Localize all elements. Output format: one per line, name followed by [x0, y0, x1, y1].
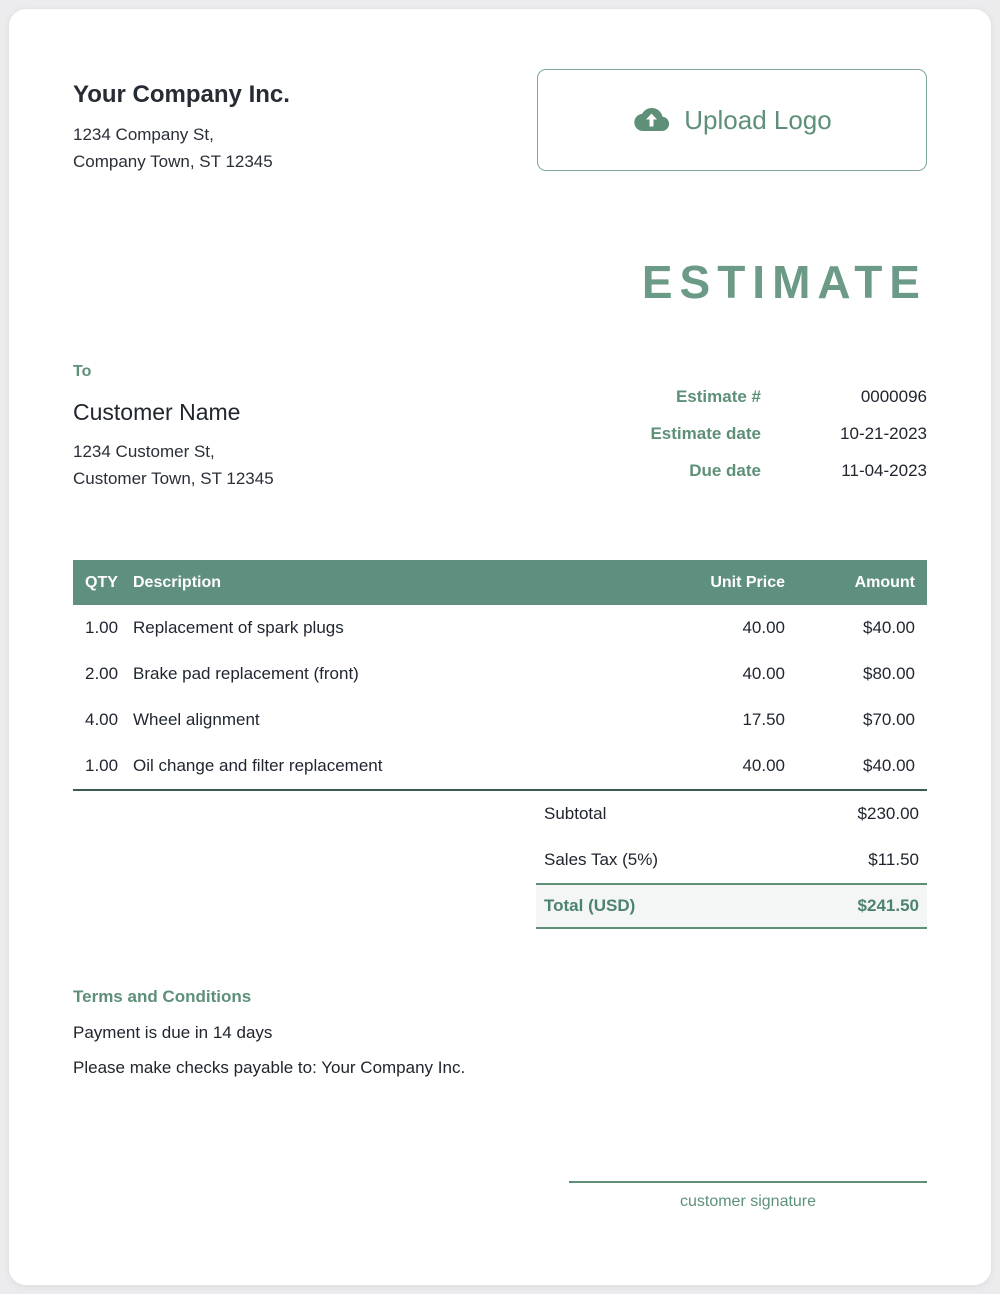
item-description: Wheel alignment	[133, 710, 260, 729]
cloud-upload-icon	[632, 105, 670, 135]
table-row	[73, 651, 927, 697]
due-date-label: Due date	[689, 461, 761, 480]
terms-heading: Terms and Conditions	[73, 987, 252, 1006]
item-amount: $80.00	[863, 664, 915, 683]
subtotal-row	[536, 791, 927, 837]
company-address	[73, 121, 290, 175]
table-row	[73, 697, 927, 743]
header-qty: QTY	[85, 573, 118, 591]
item-unit-price: 40.00	[742, 664, 785, 683]
header-description: Description	[133, 573, 222, 591]
item-unit-price: 40.00	[742, 618, 785, 637]
estimate-number-value: 0000096	[860, 387, 927, 406]
summary-section	[536, 791, 927, 929]
item-unit-price: 40.00	[742, 756, 785, 775]
item-description: Replacement of spark plugs	[133, 618, 344, 637]
items-table	[73, 560, 927, 791]
header-unit-price: Unit Price	[710, 573, 785, 591]
sales-tax-label: Sales Tax (5%)	[544, 850, 659, 869]
header-amount: Amount	[854, 573, 915, 591]
estimate-document	[8, 8, 992, 1286]
to-label: To	[73, 363, 92, 380]
due-date-value: 11-04-2023	[841, 461, 927, 480]
document-title: ESTIMATE	[641, 256, 927, 308]
total-row	[536, 883, 927, 929]
meta-row-due-date	[650, 461, 927, 481]
customer-address-line1: 1234 Customer St,	[73, 442, 215, 461]
customer-address-line2: Customer Town, ST 12345	[73, 469, 274, 488]
item-unit-price: 17.50	[742, 710, 785, 729]
item-amount: $70.00	[863, 710, 915, 729]
subtotal-value: $230.00	[857, 804, 919, 823]
item-description: Oil change and filter replacement	[133, 756, 383, 775]
subtotal-label: Subtotal	[544, 804, 607, 823]
estimate-date-value: 10-21-2023	[840, 424, 927, 443]
upload-logo-label: Upload Logo	[684, 104, 832, 135]
estimate-meta	[650, 387, 927, 498]
terms-section	[73, 987, 927, 1077]
parties-section	[73, 363, 927, 498]
document-header	[73, 69, 927, 175]
estimate-date-label: Estimate date	[650, 424, 761, 443]
terms-line1: Payment is due in 14 days	[73, 1023, 273, 1042]
items-table-header	[73, 560, 927, 605]
company-address-line1: 1234 Company St,	[73, 125, 214, 144]
company-address-line2: Company Town, ST 12345	[73, 152, 273, 171]
item-amount: $40.00	[863, 618, 915, 637]
total-label: Total (USD)	[544, 896, 636, 915]
customer-address	[73, 438, 274, 492]
item-description: Brake pad replacement (front)	[133, 664, 359, 683]
item-qty: 2.00	[85, 664, 119, 683]
items-table-body	[73, 605, 927, 791]
table-row	[73, 605, 927, 651]
company-name: Your Company Inc.	[73, 81, 290, 108]
company-info	[73, 69, 290, 175]
item-amount: $40.00	[863, 756, 915, 775]
estimate-number-label: Estimate #	[675, 387, 761, 406]
upload-logo-button[interactable]	[537, 69, 927, 171]
meta-row-estimate-number	[650, 387, 927, 407]
title-row	[73, 255, 927, 309]
meta-row-estimate-date	[650, 424, 927, 444]
sales-tax-row	[536, 837, 927, 883]
item-qty: 1.00	[85, 618, 119, 637]
signature-block	[569, 1181, 927, 1211]
terms-line2: Please make checks payable to: Your Company Inc.	[73, 1058, 466, 1077]
recipient-info	[73, 363, 274, 498]
item-qty: 1.00	[85, 756, 119, 775]
signature-label: customer signature	[679, 1193, 817, 1210]
sales-tax-value: $11.50	[868, 850, 919, 869]
item-qty: 4.00	[85, 710, 119, 729]
total-value: $241.50	[857, 896, 919, 915]
customer-name: Customer Name	[73, 399, 241, 425]
table-row	[73, 743, 927, 789]
